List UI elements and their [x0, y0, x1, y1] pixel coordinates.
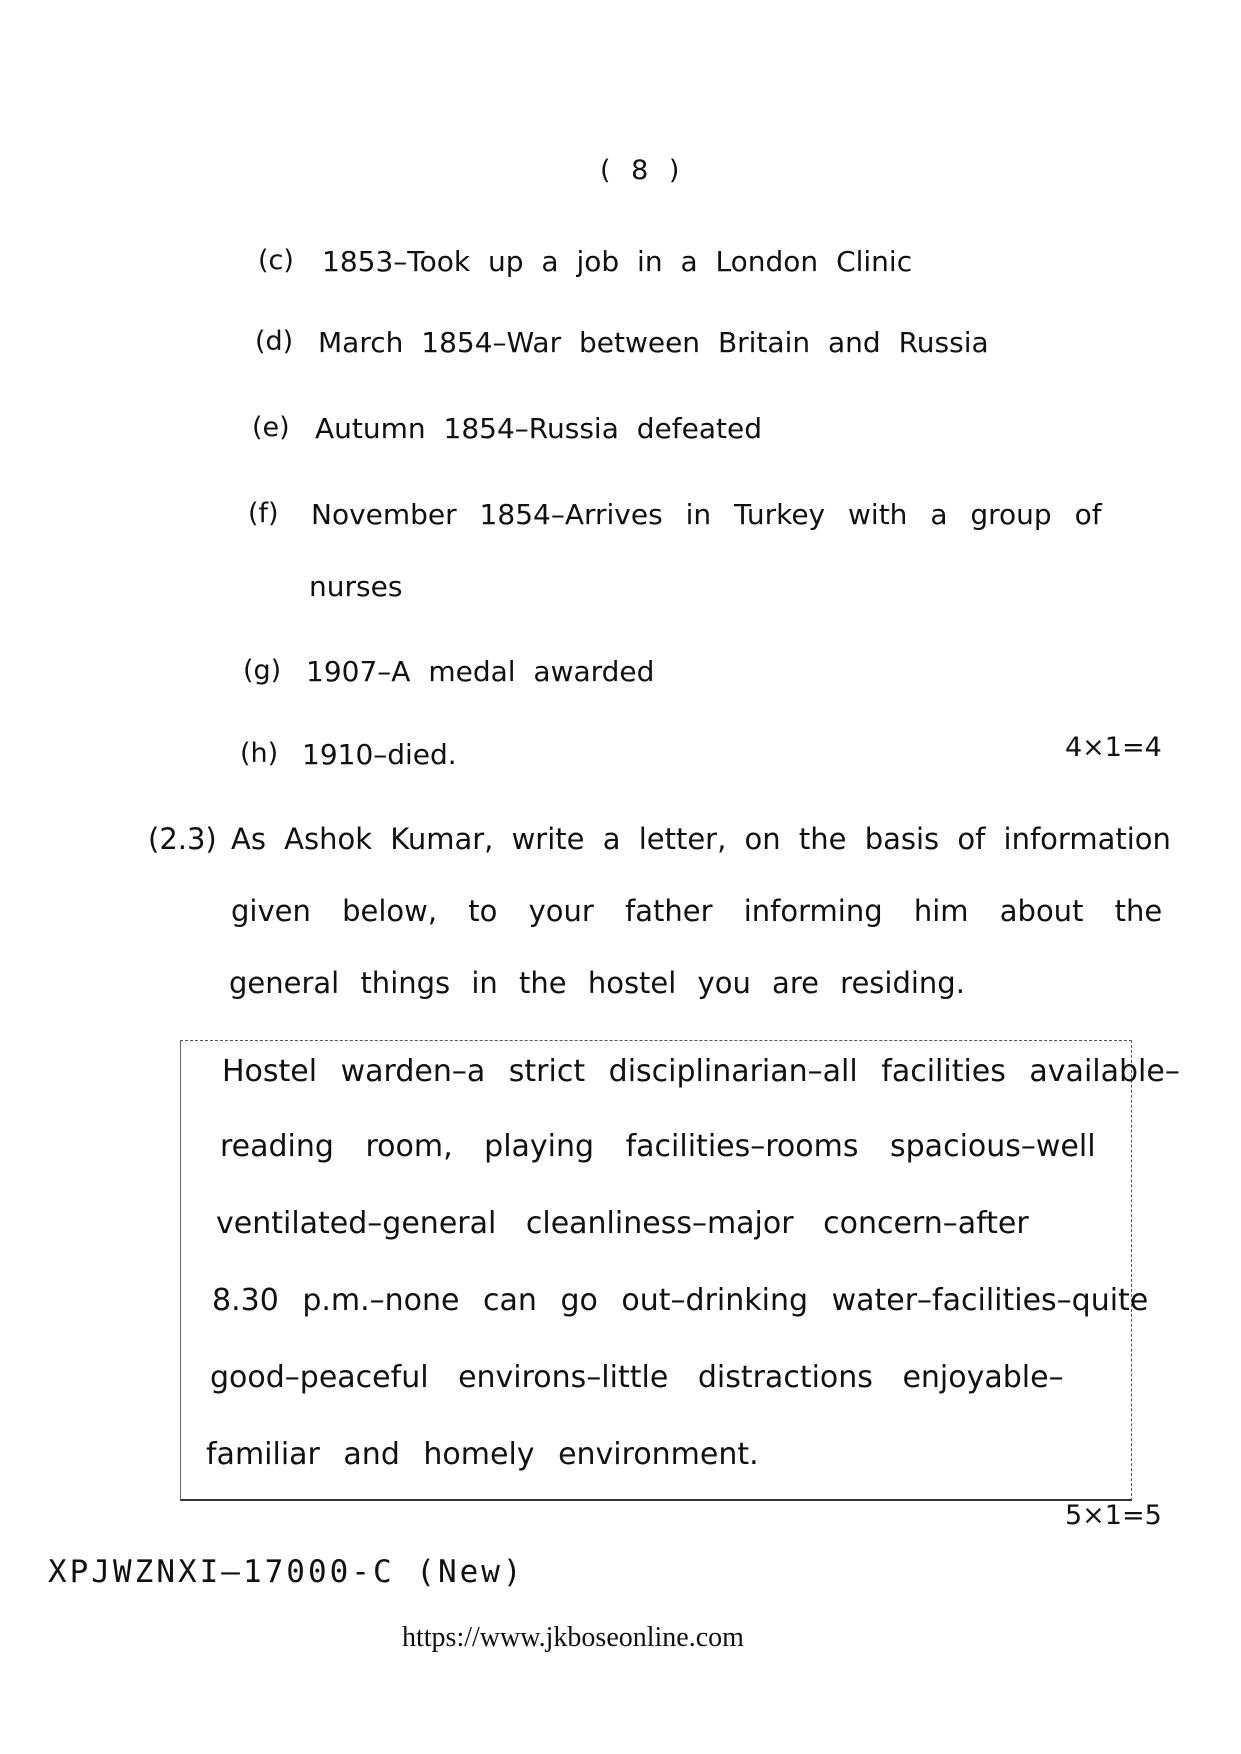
source-url: https://www.jkboseonline.com — [402, 1622, 744, 1653]
item-text-d: March 1854–War between Britain and Russia — [318, 326, 989, 359]
item-text-g: 1907–A medal awarded — [306, 655, 655, 688]
item-text-h: 1910–died. — [302, 738, 457, 771]
item-label-d: (d) — [255, 326, 294, 357]
page-number: ( 8 ) — [600, 155, 686, 186]
box-line-5: good–peaceful environs–little distractions enjoyable– — [210, 1360, 1064, 1395]
item-label-c: (c) — [258, 245, 294, 276]
item-text-f-continuation: nurses — [309, 570, 403, 603]
question-line-1: As Ashok Kumar, write a letter, on the basis of information — [231, 822, 1171, 856]
marks-4x1: 4×1=4 — [1065, 732, 1162, 763]
item-label-g: (g) — [243, 655, 282, 686]
item-label-e: (e) — [252, 412, 290, 443]
info-box — [180, 1040, 1132, 1501]
item-text-e: Autumn 1854–Russia defeated — [315, 412, 762, 445]
paper-code: XPJWZNXI—17000-C (New) — [48, 1554, 525, 1590]
box-line-1: Hostel warden–a strict disciplinarian–all facilities available– — [222, 1054, 1180, 1089]
marks-5x1: 5×1=5 — [1065, 1500, 1162, 1531]
question-line-2: given below, to your father informing him about the — [231, 894, 1163, 928]
item-label-f: (f) — [248, 498, 279, 529]
box-line-2: reading room, playing facilities–rooms spacious–well — [220, 1129, 1096, 1164]
item-label-h: (h) — [240, 738, 279, 769]
box-line-6: familiar and homely environment. — [206, 1437, 759, 1472]
item-text-c: 1853–Took up a job in a London Clinic — [322, 245, 913, 278]
question-line-3: general things in the hostel you are residing. — [229, 966, 965, 1000]
box-line-3: ventilated–general cleanliness–major concern–after — [216, 1206, 1029, 1241]
item-text-f: November 1854–Arrives in Turkey with a group of — [311, 498, 1102, 531]
box-line-4: 8.30 p.m.–none can go out–drinking water–facilities–quite — [212, 1283, 1149, 1318]
question-number: (2.3) — [148, 822, 217, 856]
